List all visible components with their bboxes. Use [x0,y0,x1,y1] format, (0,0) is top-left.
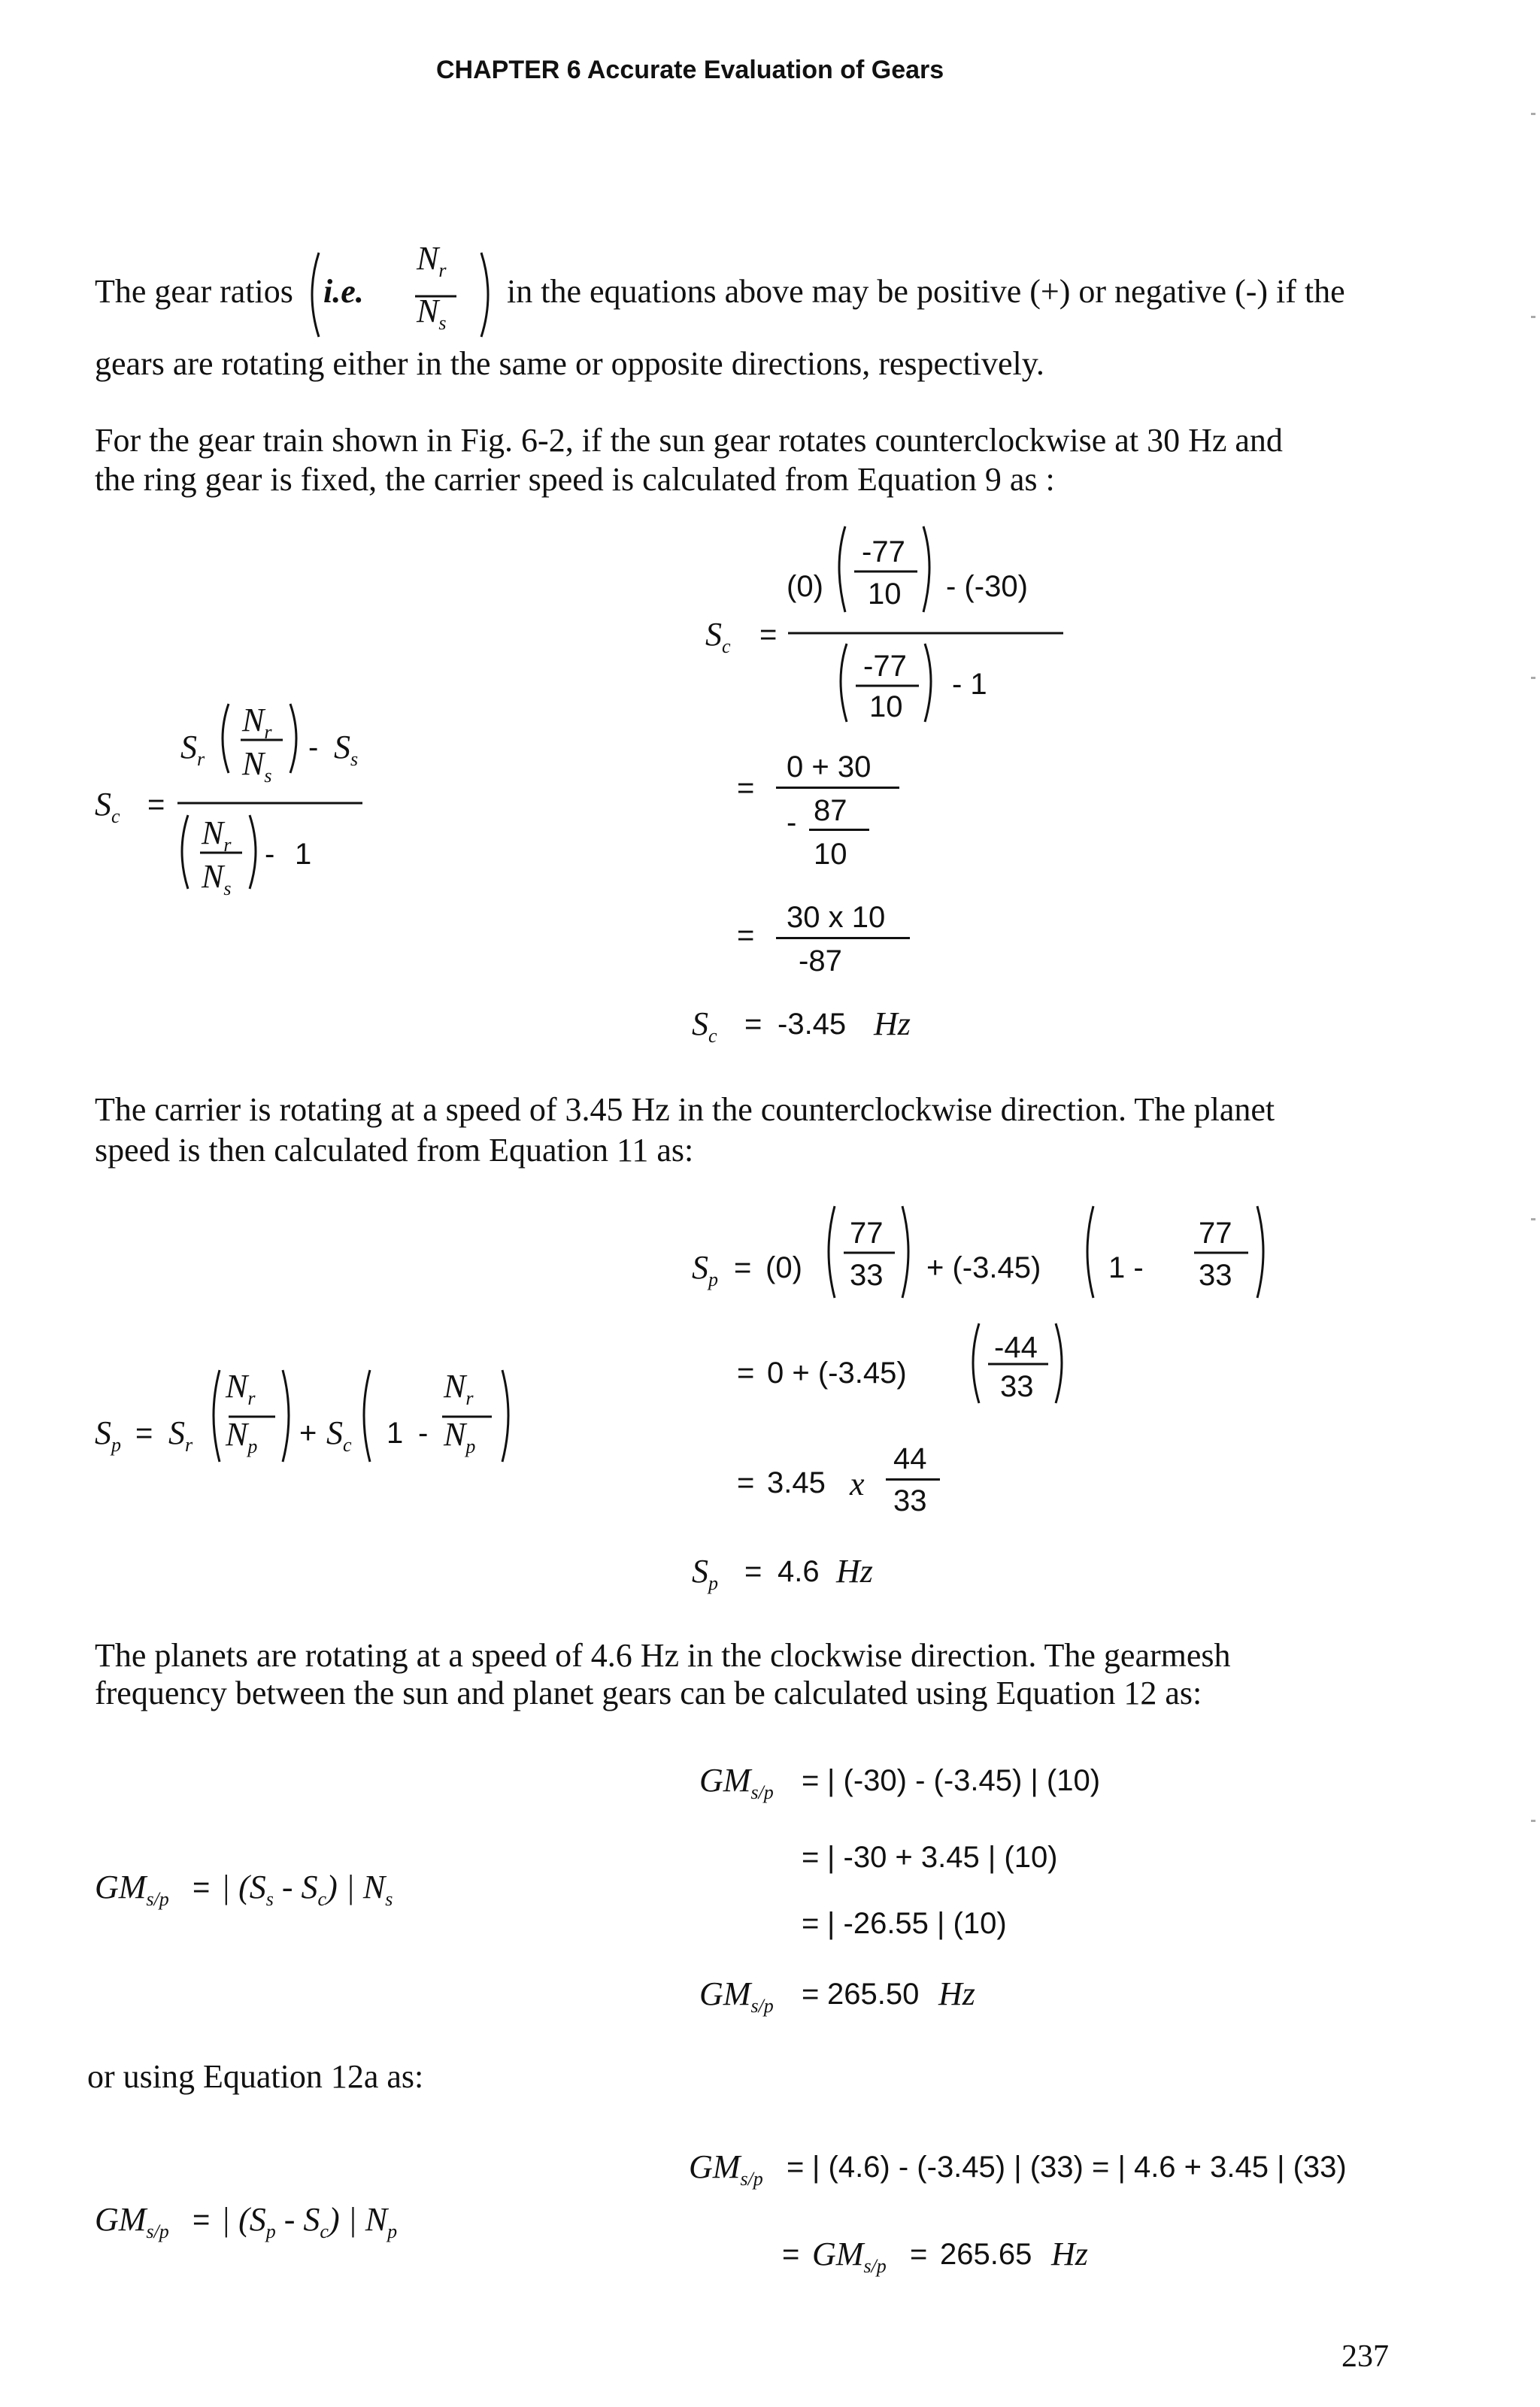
planet-step2-value: 0 + (-3.45) [767,1357,907,1390]
gearmesh-alt-result-eq-lead: = [782,2238,800,2271]
paragraph-gear-ratio-intro: The gear ratios [95,273,293,310]
planet-general-sc: $S_c$ [326,1414,352,1456]
carrier-general-sr: $S_r$ [180,729,205,770]
planet-general-plus: + [299,1417,317,1450]
chapter-header: CHAPTER 6 Accurate Evaluation of Gears [436,56,944,84]
carrier-general-nr: $N_r$ [242,702,272,743]
scan-edge-mark [1531,677,1535,679]
gearmesh-general-rhs: | $(S_s - S_c)$ | $N_s$ [221,1869,393,1910]
carrier-step3-den: -87 [799,944,842,978]
scan-edge-mark [1531,113,1535,115]
paragraph-planet-line1: The planets are rotating at a speed of 4.6 Hz in the clockwise direction. The gearmesh [95,1637,1231,1674]
planet-step1-one-minus: 1 - [1108,1251,1144,1284]
planet-step1-frac1-num: 77 [850,1217,884,1250]
ie-label: i.e. [323,273,364,310]
page-number: 237 [1341,2339,1389,2374]
ratio-denominator: $N_s$ [417,293,447,334]
planet-step2-frac-num: -44 [994,1331,1038,1364]
planet-step2-frac-den: 33 [1000,1370,1034,1403]
carrier-step1-minus-thirty: - (-30) [946,570,1028,603]
carrier-step3-fracline [776,937,910,939]
planet-step3-frac-den: 33 [893,1484,927,1517]
gearmesh-step1-lhs: $GM_{s/p}$ [699,1762,774,1803]
carrier-step1-frac-den: 10 [868,577,902,611]
carrier-step2-den-den: 10 [814,838,847,871]
carrier-general-eq: = [147,788,165,821]
planet-step3-value: 3.45 [767,1466,826,1499]
paragraph-carrier-line1: The carrier is rotating at a speed of 3.45 Hz in the counterclockwise direction. The planet [95,1091,1275,1128]
planet-general-lhs: $S_p$ [95,1414,121,1456]
ratio-numerator: $N_r$ [417,240,447,281]
planet-result-value: 4.6 [778,1555,820,1588]
paragraph-gear-train-line2: the ring gear is fixed, the carrier speed is calculated from Equation 9 as : [95,461,1055,498]
planet-step1-plus-value: + (-3.45) [926,1251,1041,1284]
carrier-step1-den-tail: - 1 [952,668,987,701]
carrier-step1-frac-num: -77 [862,535,905,568]
carrier-general-den-ns: $N_s$ [202,858,232,899]
carrier-step2-eq: = [737,772,755,805]
planet-step3-fracline [886,1478,940,1481]
carrier-general-minus: - [308,731,319,764]
planet-general-np: $N_p$ [226,1416,258,1457]
carrier-step1-zero: (0) [787,570,823,603]
gearmesh-step3-eq: = [802,1907,820,1940]
scan-edge-mark [1531,1218,1535,1220]
paragraph-carrier-line2: speed is then calculated from Equation 11 as: [95,1132,694,1169]
planet-step1-brackets-svg [820,1196,1271,1316]
planet-step1-zero: (0) [765,1251,802,1284]
planet-result-eq: = [744,1555,762,1588]
gearmesh-alt-result-unit: Hz [1051,2236,1088,2272]
carrier-step1-eq: = [759,618,778,651]
planet-step3-eq: = [737,1466,755,1499]
carrier-step3-num: 30 x 10 [787,901,886,934]
planet-general-np2: $N_p$ [444,1416,476,1457]
gearmesh-step2-rhs: | -30 + 3.45 | (10) [827,1841,1058,1874]
carrier-result-eq: = [744,1008,762,1041]
planet-step1-lhs: $S_p$ [692,1249,718,1290]
gearmesh-result-value: 265.50 [827,1978,920,2011]
gearmesh-result-lhs: $GM_{s/p}$ [699,1975,774,2017]
gearmesh-alt-step1-eq: = [787,2151,805,2184]
gearmesh-step2-eq: = [802,1841,820,1874]
gearmesh-alt-result-value: 265.65 [940,2238,1032,2271]
carrier-step1-den-frac-den: 10 [869,690,903,723]
carrier-step2-den-num: - 87 [787,794,847,839]
gearmesh-result-eq: = [802,1978,820,2011]
gearmesh-general-eq: = [192,1871,211,1904]
carrier-general-den-nr: $N_r$ [202,814,232,856]
gearmesh-general-lhs: $GM_{s/p}$ [95,1869,169,1910]
carrier-step2-num: 0 + 30 [787,750,872,784]
paragraph-gear-ratio-line2: gears are rotating either in the same or opposite directions, respectively. [95,345,1044,382]
carrier-step2-inner-fracline [809,829,869,831]
planet-step3-frac-num: 44 [893,1442,927,1475]
carrier-general-ss: $S_s$ [334,729,359,770]
planet-general-eq: = [135,1417,153,1450]
gearmesh-alt-result-eq: = [910,2238,928,2271]
paragraph-planet-line2: frequency between the sun and planet gears can be calculated using Equation 12 as: [95,1675,1202,1711]
scan-edge-mark [1531,316,1535,318]
planet-general-minus: - [418,1417,429,1450]
carrier-step1-fraction-svg [782,519,1068,729]
planet-step1-eq: = [734,1251,752,1284]
planet-general-one: 1 [387,1417,404,1450]
carrier-step3-eq: = [737,919,755,952]
paragraph-gear-ratio-rest: in the equations above may be positive (+) or negative (-) if the [507,273,1345,310]
carrier-general-den-minus: - [265,838,275,871]
scan-edge-mark [1531,1820,1535,1822]
carrier-step1-den-frac-num: -77 [863,650,907,683]
planet-general-nr2: $N_r$ [444,1368,474,1409]
gearmesh-alt-general-rhs: | $(S_p - S_c)$ | $N_p$ [221,2201,398,2242]
planet-general-sr: $S_r$ [168,1414,193,1456]
planet-step3-times: x [850,1466,865,1502]
carrier-step2-fracline [776,787,899,789]
gearmesh-alt-general-lhs: $GM_{s/p}$ [95,2201,169,2242]
planet-general-nr: $N_r$ [226,1368,256,1409]
planet-result-unit: Hz [836,1553,873,1590]
planet-step2-eq: = [737,1357,755,1390]
planet-step1-frac2-den: 33 [1199,1259,1232,1292]
paragraph-gear-train-line1: For the gear train shown in Fig. 6-2, if the sun gear rotates counterclockwise at 30 Hz and [95,422,1283,459]
gearmesh-result-unit: Hz [938,1975,975,2012]
carrier-general-ns: $N_s$ [242,745,272,787]
planet-step1-frac2-num: 77 [1199,1217,1232,1250]
carrier-result-lhs: $S_c$ [692,1005,717,1047]
planet-step1-frac1-den: 33 [850,1259,884,1292]
gearmesh-alt-step1-rhs: | (4.6) - (-3.45) | (33) = | 4.6 + 3.45 | (33) [812,2151,1347,2184]
gearmesh-alt-general-eq: = [192,2203,211,2236]
gearmesh-step1-eq: = [802,1764,820,1797]
carrier-general-lhs: $S_c$ [95,786,120,827]
gearmesh-alt-step1-lhs: $GM_{s/p}$ [689,2148,763,2190]
planet-result-lhs: $S_p$ [692,1553,718,1594]
gearmesh-alt-result-lhs: $GM_{s/p}$ [812,2236,887,2277]
carrier-result-unit: Hz [874,1005,911,1042]
paragraph-equation-12a: or using Equation 12a as: [87,2058,424,2095]
carrier-general-den-one: 1 [295,838,312,871]
carrier-step1-lhs: $S_c$ [705,616,731,657]
carrier-result-value: -3.45 [778,1008,847,1041]
gearmesh-step3-rhs: | -26.55 | (10) [827,1907,1007,1940]
gearmesh-step1-rhs: | (-30) - (-3.45) | (10) [827,1764,1101,1797]
